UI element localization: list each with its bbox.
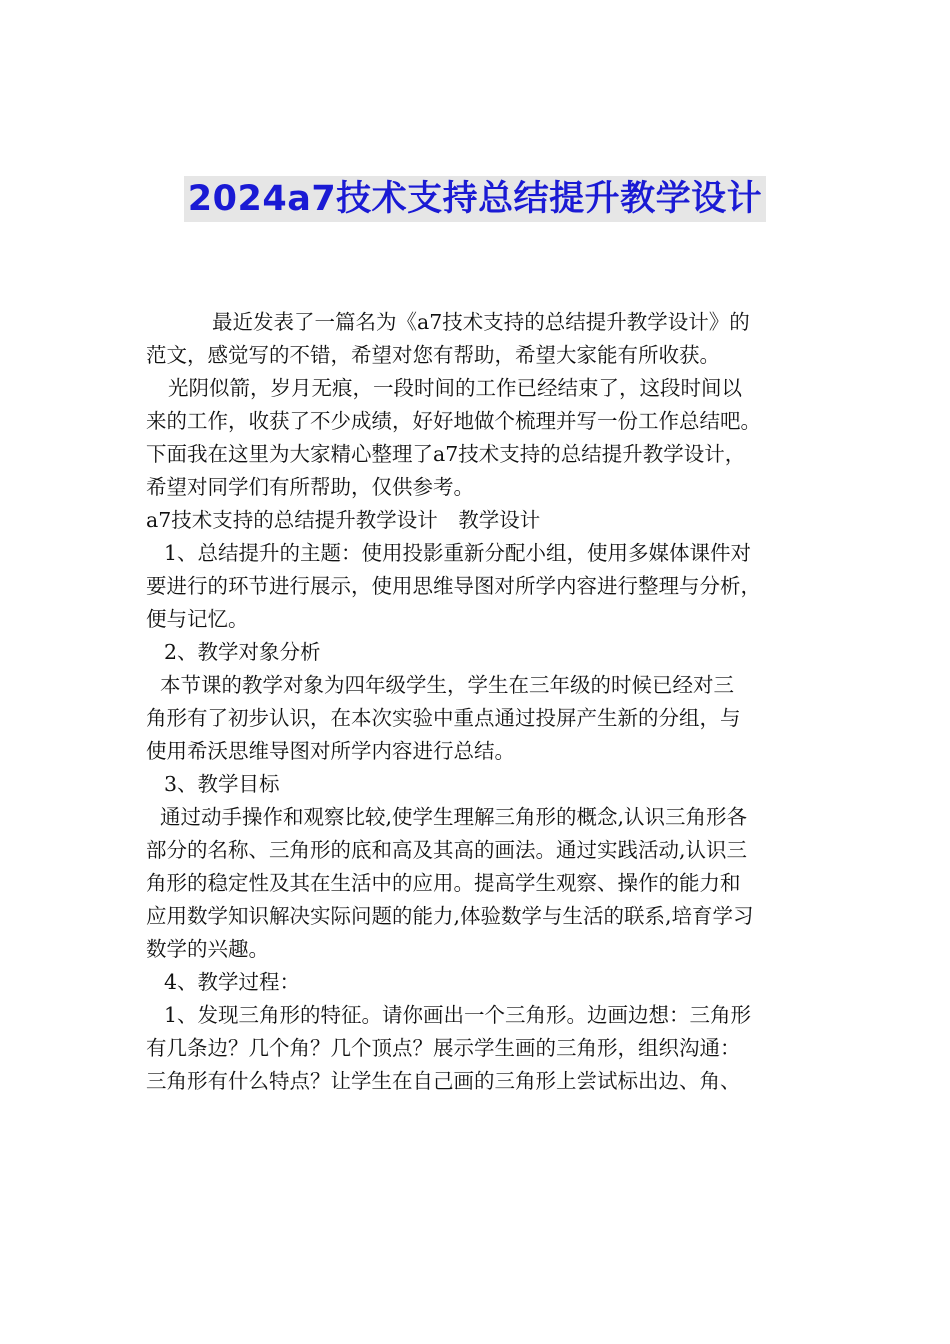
- document-body: [146, 306, 811, 1098]
- paragraph-line: 角形的稳定性及其在生活中的应用。提高学生观察、操作的能力和: [146, 871, 741, 895]
- paragraph-line: 最近发表了一篇名为《a7技术支持的总结提升教学设计》的: [212, 310, 750, 334]
- paragraph-line: 1、发现三角形的特征。请你画出一个三角形。边画边想：三角形: [164, 1003, 752, 1027]
- paragraph-line: 下面我在这里为大家精心整理了a7技术支持的总结提升教学设计，: [146, 442, 746, 466]
- paragraph-line: 通过动手操作和观察比较,使学生理解三角形的概念,认识三角形各: [160, 805, 748, 829]
- paragraph-line: 便与记忆。: [146, 607, 249, 631]
- paragraph-line: 希望对同学们有所帮助，仅供参考。: [146, 475, 474, 499]
- paragraph-line: 来的工作，收获了不少成绩，好好地做个梳理并写一份工作总结吧。: [146, 409, 761, 433]
- paragraph-line: 使用希沃思维导图对所学内容进行总结。: [146, 739, 515, 763]
- title-container: [0, 176, 950, 222]
- paragraph-line: 要进行的环节进行展示，使用思维导图对所学内容进行整理与分析，: [146, 574, 761, 598]
- section-heading: 2、教学对象分析: [164, 640, 321, 664]
- paragraph-line: 1、总结提升的主题：使用投影重新分配小组，使用多媒体课件对: [164, 541, 752, 565]
- section-heading: 4、教学过程：: [164, 970, 301, 994]
- paragraph-line: 部分的名称、三角形的底和高及其高的画法。通过实践活动,认识三: [146, 838, 748, 862]
- paragraph-line: a7技术支持的总结提升教学设计 教学设计: [146, 508, 541, 532]
- section-heading: 3、教学目标: [164, 772, 280, 796]
- paragraph-line: 有几条边？几个角？几个顶点？展示学生画的三角形，组织沟通：: [146, 1036, 741, 1060]
- paragraph-line: 数学的兴趣。: [146, 937, 269, 961]
- paragraph-line: 光阴似箭，岁月无痕，一段时间的工作已经结束了，这段时间以: [168, 376, 742, 400]
- paragraph-line: 本节课的教学对象为四年级学生，学生在三年级的时候已经对三: [160, 673, 734, 697]
- paragraph-line: 范文，感觉写的不错，希望对您有帮助，希望大家能有所收获。: [146, 343, 720, 367]
- document-title: 2024a7技术支持总结提升教学设计: [184, 176, 766, 222]
- paragraph-line: 角形有了初步认识，在本次实验中重点通过投屏产生新的分组，与: [146, 706, 741, 730]
- paragraph-line: 应用数学知识解决实际问题的能力,体验数学与生活的联系,培育学习: [146, 904, 754, 928]
- paragraph-line: 三角形有什么特点？让学生在自己画的三角形上尝试标出边、角、: [146, 1069, 741, 1093]
